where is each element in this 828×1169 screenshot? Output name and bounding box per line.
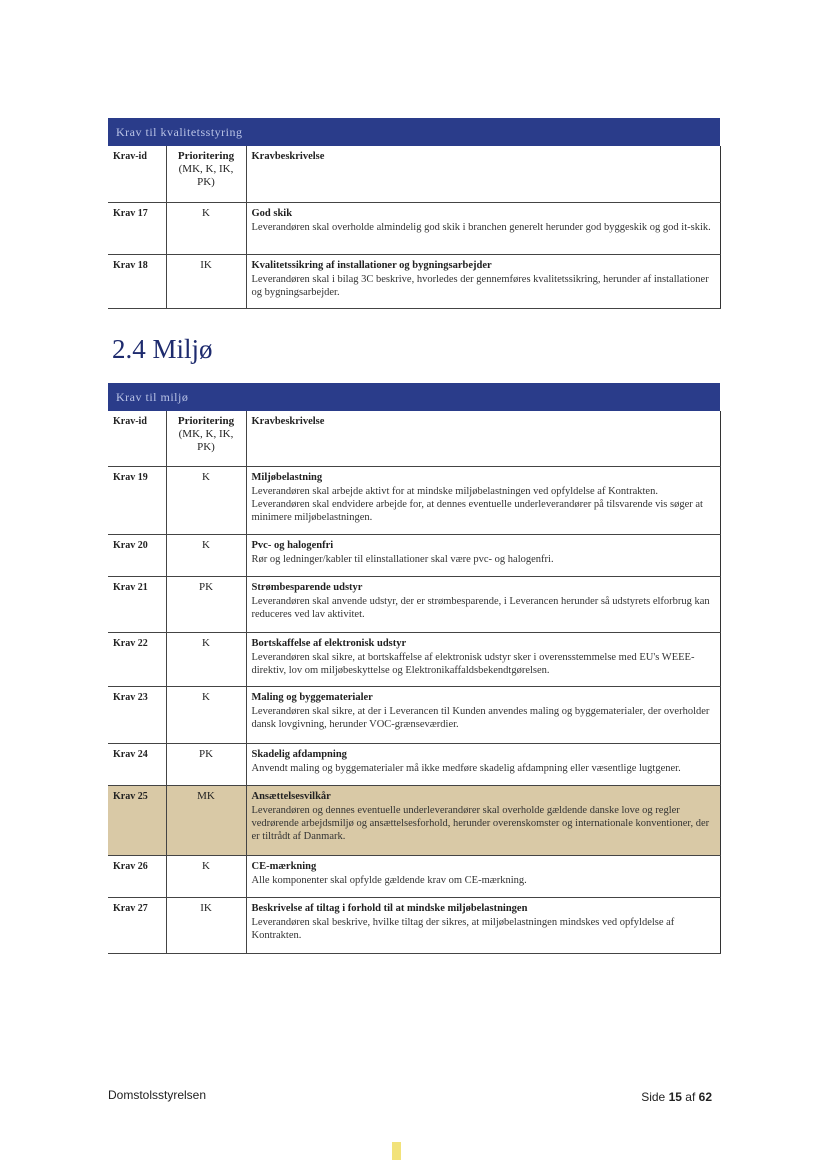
table-row [108,254,720,308]
col-header-id: Krav-id [108,411,166,466]
req-id: Krav 24 [108,743,166,785]
quality-requirements-table [108,118,720,309]
req-desc [246,897,720,953]
req-priority: IK [166,897,246,953]
req-title: Kvalitetssikring af installationer og bygningsarbejder [251,259,492,271]
req-id: Krav 22 [108,632,166,686]
req-id: Krav 17 [108,202,166,254]
table-header-row [108,146,720,202]
yellow-marker [392,1142,401,1160]
page-prefix: Side [641,1090,666,1104]
req-priority: K [166,466,246,534]
req-title: Ansættelsesvilkår [251,790,331,802]
table-row [108,743,720,785]
footer-page-number [641,1090,712,1104]
req-title: Skadelig afdampning [251,748,347,760]
table [108,146,721,309]
req-title: Beskrivelse af tiltag i forhold til at mindske miljøbelastningen [251,902,528,914]
table-row [108,202,720,254]
req-title: Bortskaffelse af elektronisk udstyr [251,637,407,649]
table-title: Krav til miljø [108,383,720,411]
req-priority: PK [166,576,246,632]
req-id: Krav 27 [108,897,166,953]
req-title: Pvc- og halogenfri [251,539,334,551]
req-desc [246,534,720,576]
page-total: 62 [698,1090,712,1104]
req-title: Maling og byggematerialer [251,691,373,703]
req-priority: MK [166,785,246,855]
req-desc [246,785,720,855]
req-text: Leverandøren skal i bilag 3C beskrive, hvorledes der gennemføres kvalitetssikring, herunder af installationer og bygningsarbejder. [251,273,709,298]
req-title: Miljøbelastning [251,471,323,483]
req-text: Leverandøren skal beskrive, hvilke tiltag der sikres, at miljøbelastningen mindskes ved opfyldelse af Kontrakten. [251,916,675,941]
req-desc [246,686,720,743]
req-desc [246,632,720,686]
table-row [108,855,720,897]
req-id: Krav 18 [108,254,166,308]
req-desc [246,576,720,632]
col-header-priority [166,411,246,466]
col-header-id: Krav-id [108,146,166,202]
table-row [108,897,720,953]
req-desc [246,466,720,534]
req-id: Krav 19 [108,466,166,534]
req-priority: K [166,686,246,743]
priority-title: Prioritering [177,150,235,162]
req-text: Alle komponenter skal opfylde gældende krav om CE-mærkning. [251,874,527,886]
table-row [108,534,720,576]
col-header-desc: Kravbeskrivelse [246,411,720,466]
req-priority: K [166,632,246,686]
req-priority: K [166,202,246,254]
col-header-desc: Kravbeskrivelse [246,146,720,202]
req-title: Strømbesparende udstyr [251,581,363,593]
req-text: Leverandøren skal sikre, at bortskaffelse af elektronisk udstyr sker i overensstemmelse med EU's WEEE-direktiv, lov om miljøbeskyttelse og Elektronikaffaldsbekendtgørelsen. [251,651,695,676]
req-id: Krav 26 [108,855,166,897]
priority-sub: (MK, K, IK, PK) [178,163,234,188]
table-row [108,576,720,632]
req-text: Leverandøren skal overholde almindelig god skik i branchen generelt herunder god byggeskik og god it-skik. [251,221,711,233]
footer-org: Domstolsstyrelsen [108,1088,207,1102]
req-text: Rør og ledninger/kabler til elinstallationer skal være pvc- og halogenfri. [251,553,554,565]
col-header-priority [166,146,246,202]
table-title: Krav til kvalitetsstyring [108,118,720,146]
priority-sub: (MK, K, IK, PK) [178,428,234,453]
req-id: Krav 20 [108,534,166,576]
req-desc [246,254,720,308]
table-row [108,466,720,534]
req-title: God skik [251,207,293,219]
req-desc [246,855,720,897]
req-desc [246,743,720,785]
page-mid: af [685,1090,696,1104]
table-row [108,632,720,686]
req-id: Krav 23 [108,686,166,743]
req-priority: K [166,534,246,576]
environment-requirements-table [108,383,720,954]
req-priority: IK [166,254,246,308]
req-id: Krav 25 [108,785,166,855]
req-desc [246,202,720,254]
req-priority: K [166,855,246,897]
table [108,411,721,954]
table-row [108,686,720,743]
table-row-highlighted [108,785,720,855]
req-id: Krav 21 [108,576,166,632]
section-heading: 2.4 Miljø [112,334,213,364]
table-header-row [108,411,720,466]
req-title: CE-mærkning [251,860,317,872]
page-current: 15 [668,1090,682,1104]
priority-title: Prioritering [177,415,235,427]
req-priority: PK [166,743,246,785]
req-text: Leverandøren skal arbejde aktivt for at mindske miljøbelastningen ved opfyldelse af Kontrakten. Leverandøren skal endvidere arbejde for, at dennes eventuelle underleverandører på tilsvarende vis søger at minimere miljøbelastningen. [251,485,703,523]
req-text: Leverandøren og dennes eventuelle underleverandører skal overholde gældende danske love og regler vedrørende arbejdsmiljø og ansættelsesforhold, herunder overenskomster og internationale konventioner, der er tiltrådt af Danmark. [251,804,710,842]
req-text: Leverandøren skal anvende udstyr, der er strømbesparende, i Leverancen herunder så udstyrets elforbrug kan reduceres ved lav aktivitet. [251,595,710,620]
req-text: Leverandøren skal sikre, at der i Leverancen til Kunden anvendes maling og byggematerialer, der overholder dansk lovgivning, herunder VOC-grænseværdier. [251,705,710,730]
req-text: Anvendt maling og byggematerialer må ikke medføre skadelig afdampning eller væsentlige lugtgener. [251,762,681,774]
